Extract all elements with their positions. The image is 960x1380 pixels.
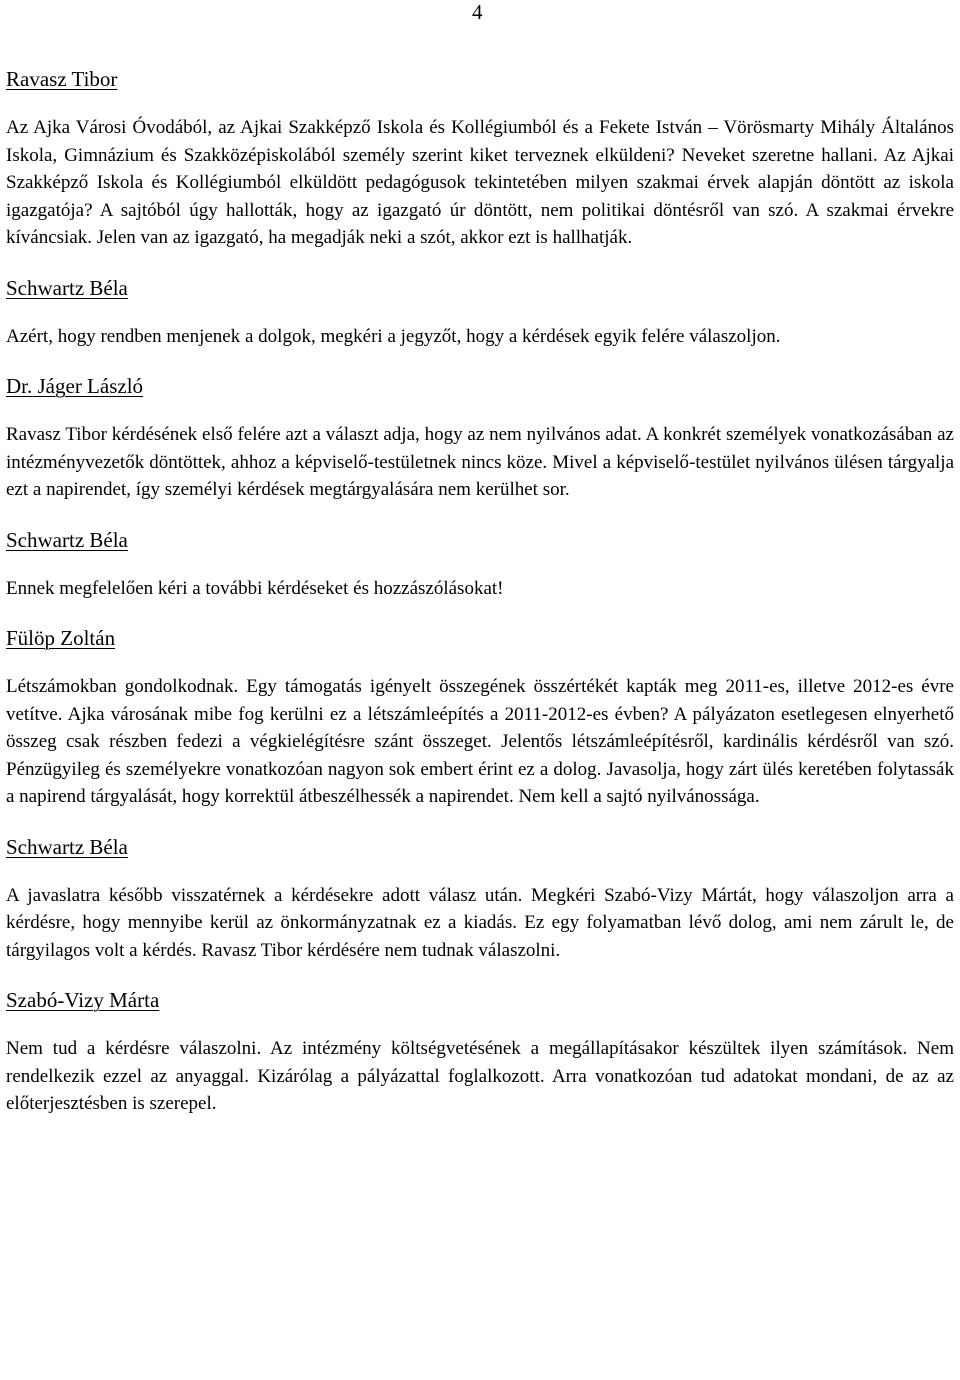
speech-block [6, 66, 954, 275]
speaker-name: Schwartz Béla [6, 527, 128, 552]
speaker-name: Ravasz Tibor [6, 67, 118, 91]
speech-text: Ravasz Tibor kérdésének első felére azt a választ adja, hogy az nem nyilvános adat. A konkrét személyek vonatkozásában az intézményvezetők döntöttek, ahhoz a képviselő-testületnek nincs köze. Mivel a képviselő-testület nyilvános ülésen tárgyalja ezt a napirendet, így személyi kérdések megtárgyalására nem kerülhet sor. [6, 424, 954, 500]
speech-text: Létszámokban gondolkodnak. Egy támogatás igényelt összegének összértékét kapták meg 2011-es, illetve 2012-es évre vetítve. Ajka városának mibe fog kerülni ez a létszámleépítés a 2011-2012-es évben? A pályázaton esetlegesen elnyerhető összeg csak részben fedezi a végkielégítésre szánt összeget. Jelentős létszámleépítésről, kardinális kérdésről van szó. Pénzügyileg és személyekre vonatkozóan nagyon sok embert érint ez a dolog. Javasolja, hogy zárt ülés keretében folytassák a napirend tárgyalását, hogy korrektül átbeszélhessék a napirendet. Nem kell a sajtó nyilvánossága. [6, 676, 954, 807]
speech-block [6, 275, 954, 374]
speech-block [6, 373, 954, 527]
document-body [6, 66, 954, 1118]
speaker-name: Schwartz Béla [6, 275, 128, 300]
page-number: 4 [472, 0, 483, 24]
speech-text: Ennek megfelelően kéri a további kérdéseket és hozzászólásokat! [6, 577, 504, 599]
speech-text: A javaslatra később visszatérnek a kérdésekre adott válasz után. Megkéri Szabó-Vizy Mártát, hogy válaszoljon arra a kérdésre, hogy mennyibe kerül az önkormányzatnak ez a kiadás. Ez egy folyamatban lévő dolog, ami nem zárult le, de tárgyilagos volt a kérdés. Ravasz Tibor kérdésére nem tudnak válaszolni. [6, 884, 954, 961]
speaker-title: Dr. [6, 374, 33, 398]
speech-text: Az Ajka Városi Óvodából, az Ajkai Szakképző Iskola és Kollégiumból és a Fekete István – Vörösmarty Mihály Általános Iskola, Gimnázium és Szakközépiskolából személy szerint kiket terveznek elküldeni? Neveket szeretne hallani. Az Ajkai Szakképző Iskola és Kollégiumból elküldött pedagógusok tekintetében milyen szakmai érvek alapján döntött az iskola igazgatója? A sajtóból úgy hallották, hogy az igazgató úr döntött, nem politikai döntésről van szó. A szakmai érvekre kíváncsiak. Jelen van az igazgató, ha megadják neki a szót, akkor ezt is hallhatják. [6, 117, 954, 248]
speaker-name: Szabó-Vizy Márta [6, 988, 160, 1012]
speaker-name: Schwartz Béla [6, 834, 128, 859]
speaker-name: Fülöp Zoltán [6, 626, 116, 650]
speaker-heading [6, 373, 954, 400]
speech-block [6, 625, 954, 834]
speech-block [6, 987, 954, 1118]
speaker-name: Jáger László [37, 374, 144, 398]
speech-block [6, 527, 954, 626]
speech-text: Azért, hogy rendben menjenek a dolgok, megkéri a jegyzőt, hogy a kérdések egyik felére válaszoljon. [6, 325, 781, 347]
speech-text: Nem tud a kérdésre válaszolni. Az intézmény költségvetésének a megállapításakor készültek ilyen számítások. Nem rendelkezik ezzel az anyaggal. Kizárólag a pályázattal foglalkozott. Arra vonatkozóan tud adatokat mondani, de az az előterjesztésben is szerepel. [6, 1038, 954, 1114]
speech-block [6, 834, 954, 988]
